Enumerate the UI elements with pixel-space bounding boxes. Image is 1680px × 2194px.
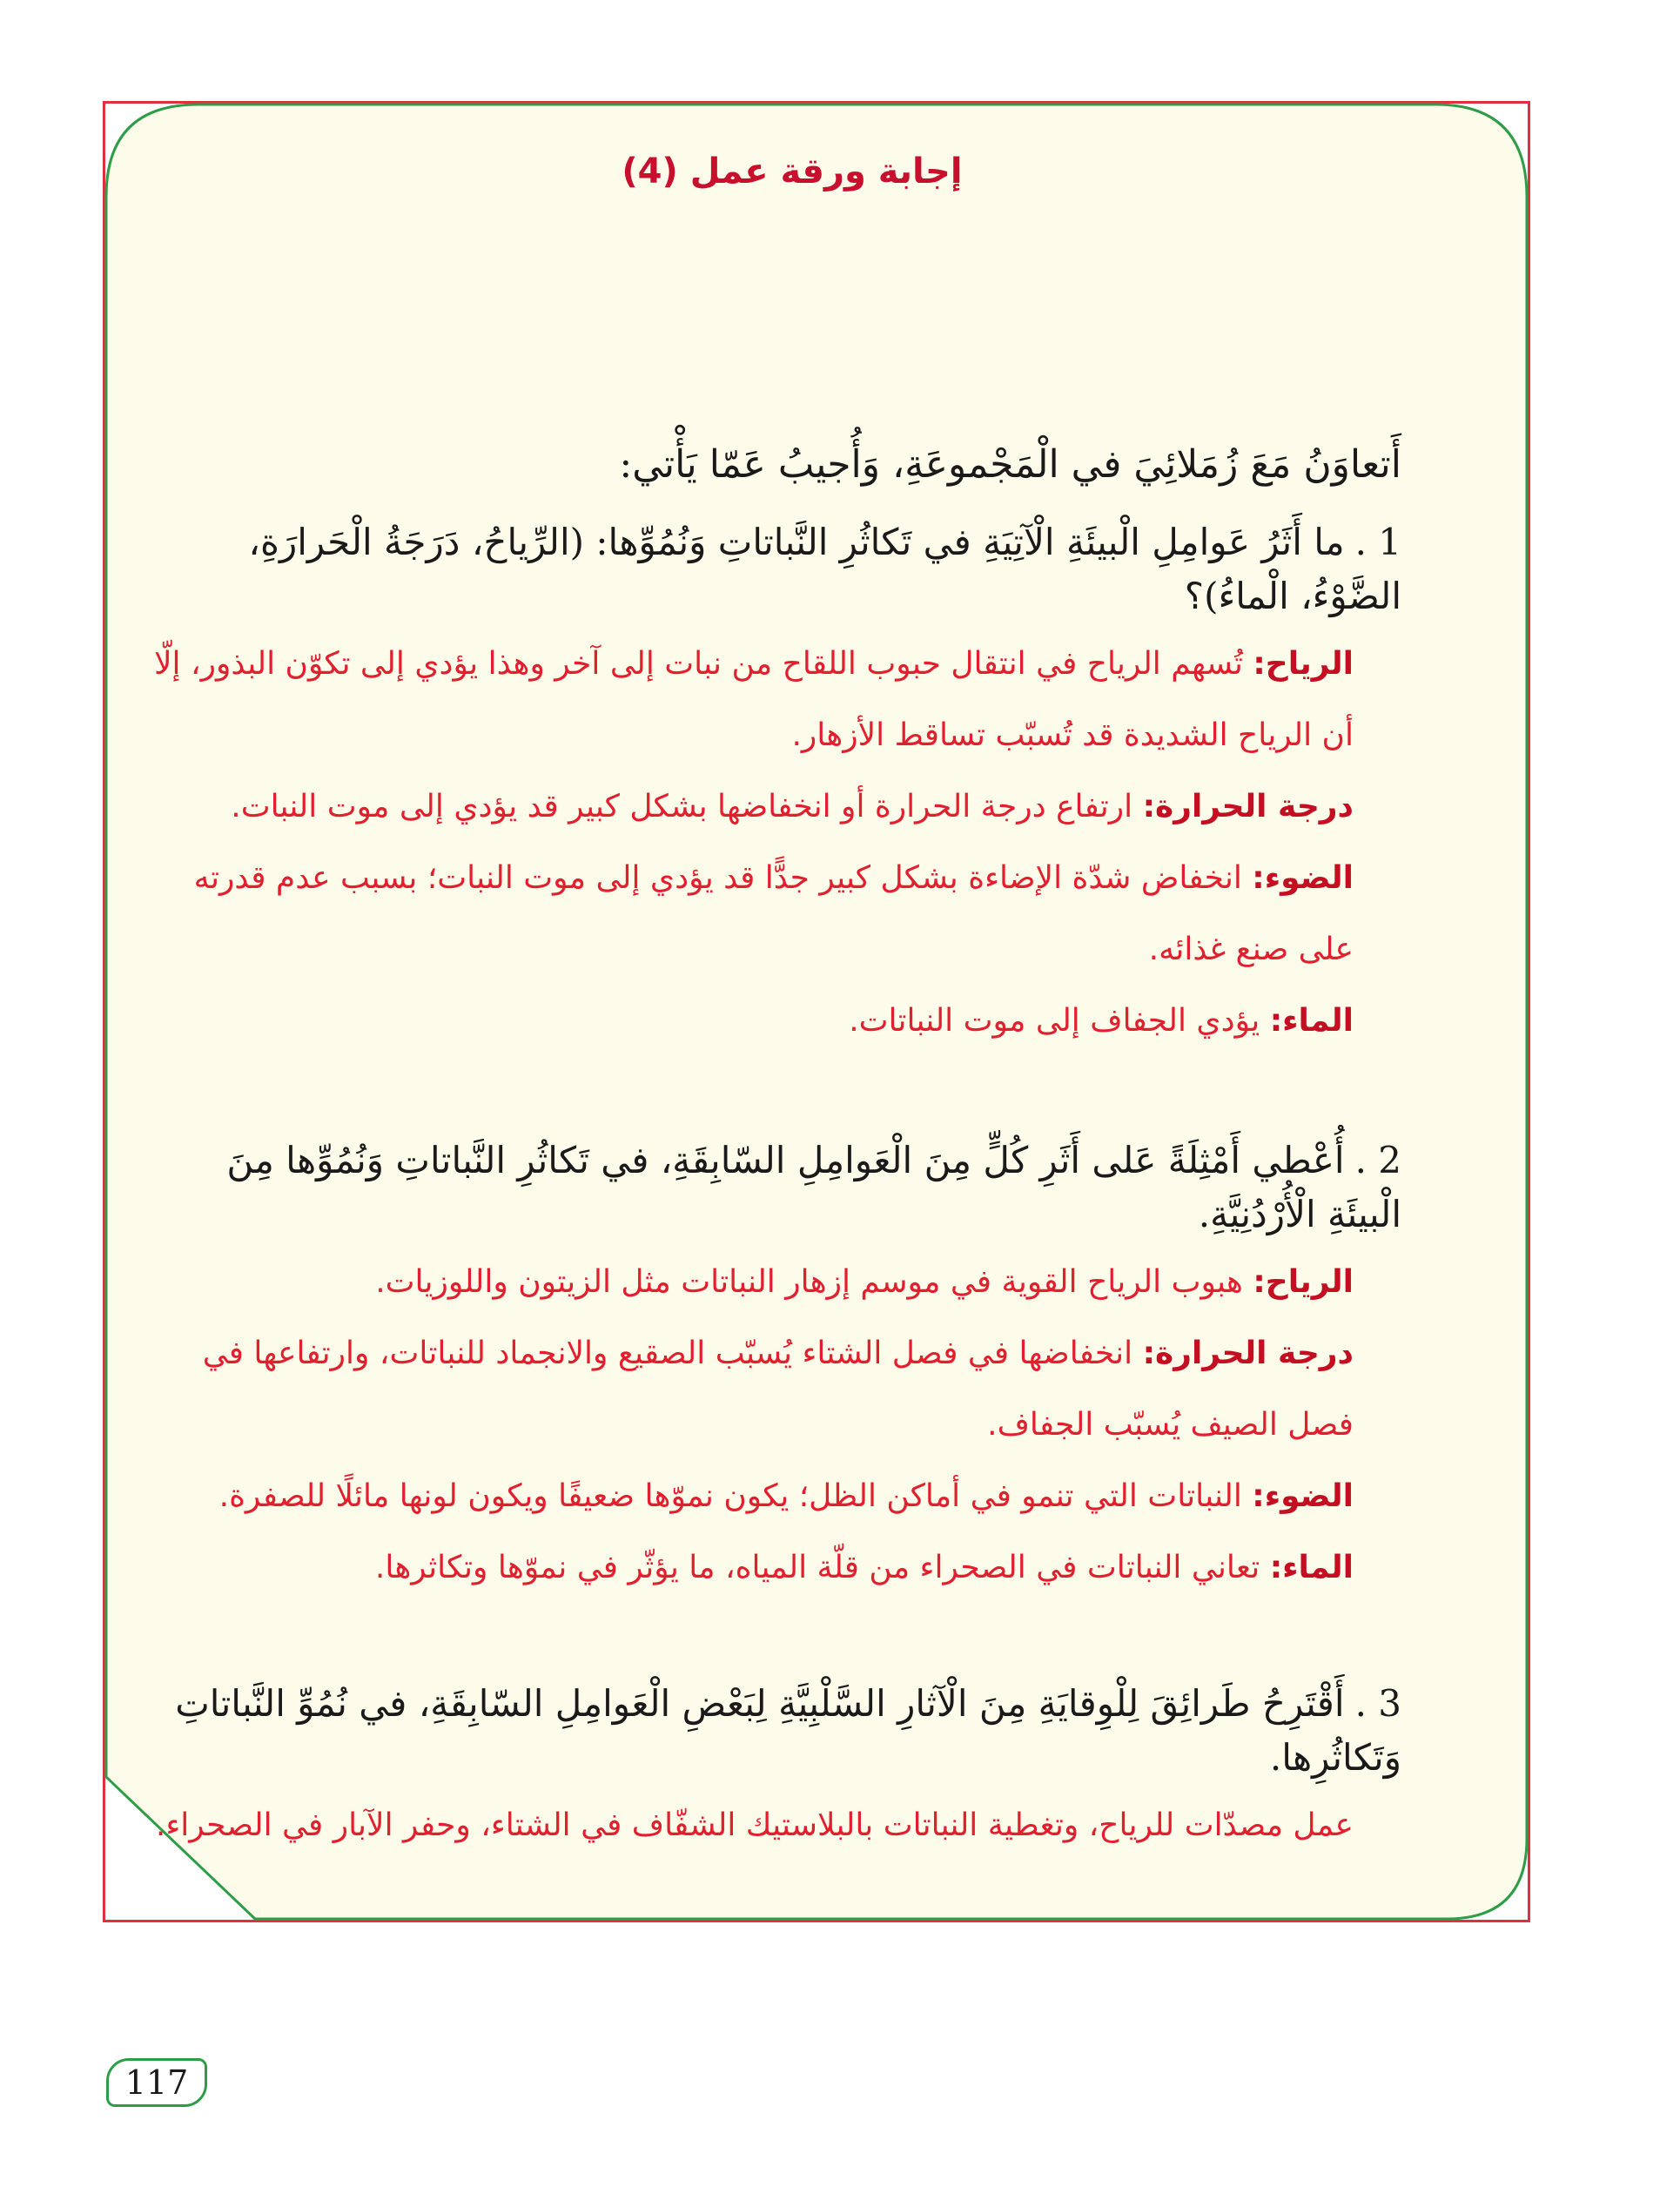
answer-text: يؤدي الجفاف إلى موت النباتات. <box>849 1003 1270 1039</box>
answer-water <box>144 1532 1354 1604</box>
intro-instruction: أَتعاوَنُ مَعَ زُمَلائِيَ في الْمَجْموعَةِ، وَأُجيبُ عَمّا يَأْتي: <box>619 442 1401 487</box>
page-number: 117 <box>106 2058 207 2107</box>
answer-label: درجة الحرارة: <box>1142 1336 1354 1371</box>
answer-water <box>144 986 1354 1057</box>
answer-wind <box>144 1247 1354 1318</box>
answer-label: الضوء: <box>1252 860 1354 896</box>
question-2 <box>144 1134 1441 1242</box>
answer-text: ارتفاع درجة الحرارة أو انخفاضها بشكل كبير قد يؤدي إلى موت النبات. <box>231 789 1143 824</box>
answer-wind <box>144 629 1354 771</box>
answer-text: انخفاض شدّة الإضاءة بشكل كبير جدًّا قد يؤدي إلى موت النبات؛ بسبب عدم قدرته على صنع غذائه. <box>193 860 1354 967</box>
answer-text: هبوب الرياح القوية في موسم إزهار النباتات مثل الزيتون واللوزيات. <box>375 1264 1253 1300</box>
question-number: 2 . <box>1354 1139 1401 1181</box>
answer-label: درجة الحرارة: <box>1142 789 1354 824</box>
answers-1 <box>144 629 1441 1057</box>
answer-label: الرياح: <box>1253 646 1354 682</box>
question-number: 3 . <box>1354 1682 1401 1725</box>
answer-light <box>144 1461 1354 1532</box>
answer-text: النباتات التي تنمو في أماكن الظل؛ يكون نموّها ضعيفًا ويكون لونها مائلًا للصفرة. <box>218 1478 1253 1514</box>
answer-prevention <box>144 1790 1354 1861</box>
question-number: 1 . <box>1354 521 1401 563</box>
answer-temperature <box>144 771 1354 843</box>
answer-label: الماء: <box>1269 1003 1354 1039</box>
answer-text: تعاني النباتات في الصحراء من قلّة المياه، ما يؤثّر في نموّها وتكاثرها. <box>374 1550 1270 1585</box>
question-text: ما أَثَرُ عَوامِلِ الْبيئَةِ الْآتِيَةِ في تَكاثُرِ النَّباتاتِ وَنُمُوِّها: (الرِّياحُ، دَرَجَةُ الْحَرارَةِ، الضَّوْءُ، الْماءُ)؟ <box>248 521 1401 617</box>
answer-light <box>144 843 1354 986</box>
answer-label: الرياح: <box>1253 1264 1354 1300</box>
worksheet-title: إجابة ورقة عمل (4) <box>622 151 963 192</box>
answer-text: انخفاضها في فصل الشتاء يُسبّب الصقيع والانجماد للنباتات، وارتفاعها في فصل الصيف يُسبّب الجفاف. <box>202 1336 1354 1443</box>
answer-label: الماء: <box>1269 1550 1354 1585</box>
answer-temperature <box>144 1318 1354 1461</box>
answer-text: عمل مصدّات للرياح، وتغطية النباتات بالبلاستيك الشفّاف في الشتاء، وحفر الآبار في الصحراء. <box>155 1807 1354 1843</box>
question-1 <box>144 515 1441 623</box>
answers-2 <box>144 1247 1441 1604</box>
question-3 <box>144 1677 1441 1785</box>
answers-3 <box>144 1790 1441 1861</box>
question-text: أَقْتَرِحُ طَرائِقَ لِلْوِقايَةِ مِنَ الْآثارِ السَّلْبِيَّةِ لِبَعْضِ الْعَوامِلِ السّابِقَةِ، في نُمُوِّ النَّباتاتِ وَتَكاثُرِها. <box>175 1682 1401 1779</box>
answer-label: الضوء: <box>1252 1478 1354 1514</box>
worksheet-content <box>144 131 1441 1861</box>
answer-text: تُسهم الرياح في انتقال حبوب اللقاح من نبات إلى آخر وهذا يؤدي إلى تكوّن البذور، إلّا أن الرياح الشديدة قد تُسبّب تساقط الأزهار. <box>153 646 1354 753</box>
question-text: أُعْطي أَمْثِلَةً عَلى أَثَرِ كُلٍّ مِنَ الْعَوامِلِ السّابِقَةِ، في تَكاثُرِ النَّباتاتِ وَنُمُوِّها مِنَ الْبيئَةِ الْأُرْدُنِيَّةِ. <box>226 1139 1401 1235</box>
